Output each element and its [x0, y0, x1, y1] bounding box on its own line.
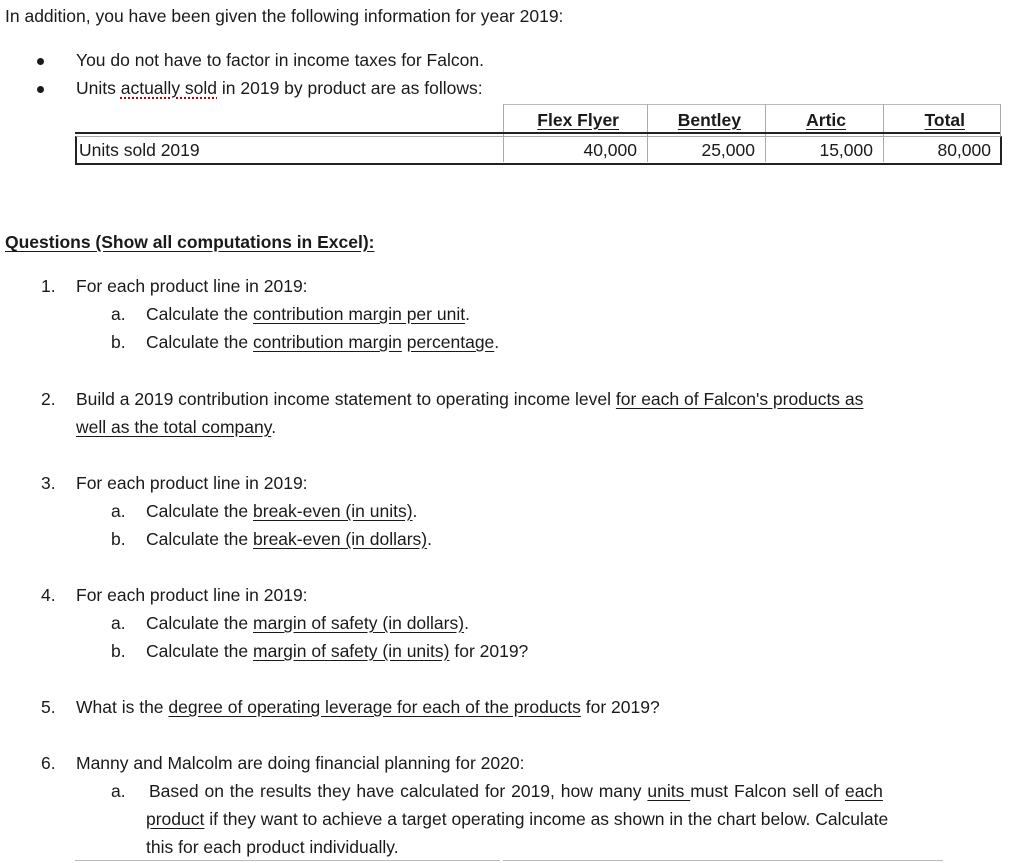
q4-text: For each product line in 2019: [76, 585, 308, 605]
header-flex-flyer: Flex Flyer [537, 110, 619, 130]
row-label-units-sold: Units sold 2019 [79, 140, 200, 160]
q1a-text: Calculate the contribution margin per unit. [146, 304, 470, 324]
q3a-letter: a. [111, 501, 126, 521]
questions-heading: Questions (Show all computations in Excel): [5, 232, 375, 252]
value-flex-flyer: 40,000 [583, 140, 637, 160]
value-total: 80,000 [937, 140, 991, 160]
header-total: Total [924, 110, 965, 130]
bottom-table-rule [75, 860, 500, 861]
bullet-dot [37, 58, 44, 65]
q4a-text: Calculate the margin of safety (in dollars). [146, 613, 469, 633]
q3-number: 3. [41, 473, 56, 493]
intro-text: In addition, you have been given the following information for year 2019: [5, 6, 564, 26]
q1-text: For each product line in 2019: [76, 276, 308, 296]
q6a-line3: this for each product individually. [146, 837, 399, 857]
q3b-text: Calculate the break-even (in dollars). [146, 529, 432, 549]
q3-text: For each product line in 2019: [76, 473, 308, 493]
q2-line1: Build a 2019 contribution income statement to operating income level for each of Falcon's products as [76, 389, 864, 409]
q4-number: 4. [41, 585, 56, 605]
q4b-letter: b. [111, 641, 126, 661]
q3b-letter: b. [111, 529, 126, 549]
q2-number: 2. [41, 389, 56, 409]
q5-number: 5. [41, 697, 56, 717]
bullet-taxes: You do not have to factor in income taxes for Falcon. [76, 50, 484, 70]
header-bentley: Bentley [677, 110, 741, 130]
bullet-units-sold: Units actually sold in 2019 by product are as follows: [76, 78, 483, 98]
table-header-rule [75, 132, 1000, 134]
bottom-table-rule [503, 860, 943, 861]
q1-number: 1. [41, 276, 56, 296]
q4b-text: Calculate the margin of safety (in units) for 2019? [146, 641, 529, 661]
value-artic: 15,000 [819, 140, 873, 160]
value-bentley: 25,000 [701, 140, 755, 160]
q1b-letter: b. [111, 332, 126, 352]
table-top-rule [503, 104, 1000, 105]
q6a-line2: product if they want to achieve a target operating income as shown in the chart below. Calculate [146, 809, 889, 829]
q2-line2: well as the total company. [76, 417, 277, 437]
q6-number: 6. [41, 753, 56, 773]
q4a-letter: a. [111, 613, 126, 633]
q3a-text: Calculate the break-even (in units). [146, 501, 418, 521]
q1b-text: Calculate the contribution margin percentage. [146, 332, 500, 352]
q5-text: What is the degree of operating leverage for each of the products for 2019? [76, 697, 660, 717]
q1a-letter: a. [111, 304, 126, 324]
bullet-dot [37, 86, 44, 93]
q6a-line1: Based on the results they have calculated for 2019, how many units must Falcon sell of each [149, 781, 883, 801]
header-artic: Artic [806, 110, 846, 130]
q6-text: Manny and Malcolm are doing financial planning for 2020: [76, 753, 525, 773]
q6a-letter: a. [111, 781, 126, 801]
